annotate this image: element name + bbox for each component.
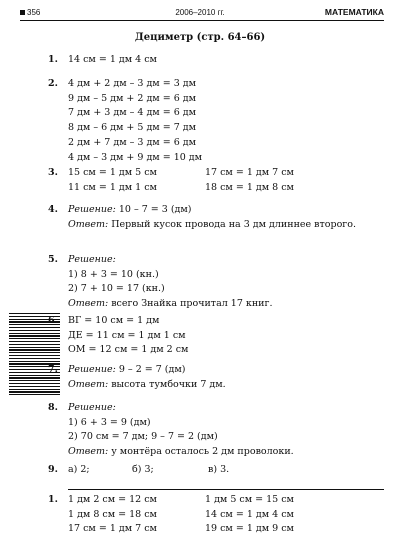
task-3 [48, 166, 355, 195]
solution-label: Решение: [68, 402, 116, 413]
task-line: 14 см = 1 дм 4 см [68, 54, 157, 65]
task-cell: 18 см = 1 дм 8 см [205, 181, 294, 193]
answer-label: Ответ: [68, 378, 109, 390]
solution-label: Решение: [68, 254, 116, 265]
task-line: 4 дм + 2 дм – 3 дм = 3 дм [68, 78, 196, 89]
task-number: 1. [48, 54, 58, 65]
task-cell: 17 см = 1 дм 7 см [205, 167, 294, 178]
solution-label: Решение: [68, 204, 116, 215]
task-cell: 14 см = 1 дм 4 см [205, 508, 294, 520]
task-line: 8 дм – 6 дм + 5 дм = 7 дм [68, 122, 196, 134]
task-8 [48, 401, 294, 460]
task-cell: 15 см = 1 дм 5 см [68, 167, 157, 178]
answer-text: высота тумбочки 7 дм. [108, 378, 226, 390]
answer-text: у монтёра осталось 2 дм проволоки. [108, 446, 294, 458]
task-line: 4 дм – 3 дм + 9 дм = 10 дм [68, 151, 203, 163]
subject-label: МАТЕМАТИКА [324, 7, 384, 17]
task-number: 5. [48, 254, 58, 265]
solution-step: 2) 70 см = 7 дм; 9 – 7 = 2 (дм) [68, 431, 218, 443]
task-4 [48, 203, 368, 232]
task-cell: 11 см = 1 дм 1 см [68, 181, 157, 193]
solution-step: 1) 8 + 3 = 10 (кн.) [68, 268, 159, 280]
solution-text: 9 – 2 = 7 (дм) [115, 364, 186, 375]
task-line: 9 дм – 5 дм + 2 дм = 6 дм [68, 92, 196, 104]
years-label: 2006–2010 гг. [175, 8, 225, 17]
task-number: 3. [48, 167, 58, 178]
task-line: 7 дм + 3 дм – 4 дм = 6 дм [68, 107, 196, 119]
task-number: 2. [48, 78, 58, 89]
task-line: ДЕ = 11 см = 1 дм 1 см [68, 329, 186, 341]
section-title: Дециметр (стр. 64–66) [134, 32, 266, 43]
section-divider [68, 489, 384, 490]
task-cell: б) 3; [132, 464, 154, 475]
task-line: ОМ = 12 см = 1 дм 2 см [68, 344, 189, 356]
task-2 [48, 77, 203, 165]
task-number: 9. [48, 464, 58, 475]
page-number-text: 356 [27, 8, 41, 17]
solution-step: 2) 7 + 10 = 17 (кн.) [68, 283, 165, 295]
answer-label: Ответ: [68, 298, 109, 310]
task-cell: 1 дм 8 см = 18 см [68, 508, 157, 520]
page-header [0, 0, 400, 22]
solution-step: 1) 6 + 3 = 9 (дм) [68, 416, 151, 428]
task-5 [48, 253, 273, 312]
task-cell: 1 дм 5 см = 15 см [205, 494, 294, 505]
answer-label: Ответ: [68, 446, 109, 458]
task-cell: а) 2; [68, 464, 90, 475]
task-number: 7. [48, 364, 58, 375]
task-number: 4. [48, 204, 58, 215]
task-number: 1. [48, 494, 58, 505]
answer-label: Ответ: [68, 218, 109, 230]
header-rule [20, 20, 384, 21]
task-6 [48, 314, 189, 358]
task-1 [48, 53, 157, 68]
task-line: 2 дм + 7 дм – 3 дм = 6 дм [68, 136, 196, 148]
task-line: ВГ = 10 см = 1 дм [68, 315, 160, 326]
next-task-1 [48, 493, 355, 537]
task-number: 8. [48, 402, 58, 413]
solution-text: 10 – 7 = 3 (дм) [115, 204, 192, 215]
task-9 [48, 463, 268, 478]
answer-text: Первый кусок провода на 3 дм длиннее второго. [108, 218, 357, 230]
task-cell: 1 дм 2 см = 12 см [68, 494, 157, 505]
task-number: 6. [48, 315, 58, 326]
task-cell: 17 см = 1 дм 7 см [68, 523, 157, 535]
task-7 [48, 363, 226, 392]
task-cell: в) 3. [208, 464, 230, 475]
solution-label: Решение: [68, 364, 116, 375]
task-cell: 19 см = 1 дм 9 см [205, 523, 294, 535]
answer-text: всего Знайка прочитал 17 книг. [108, 298, 273, 310]
